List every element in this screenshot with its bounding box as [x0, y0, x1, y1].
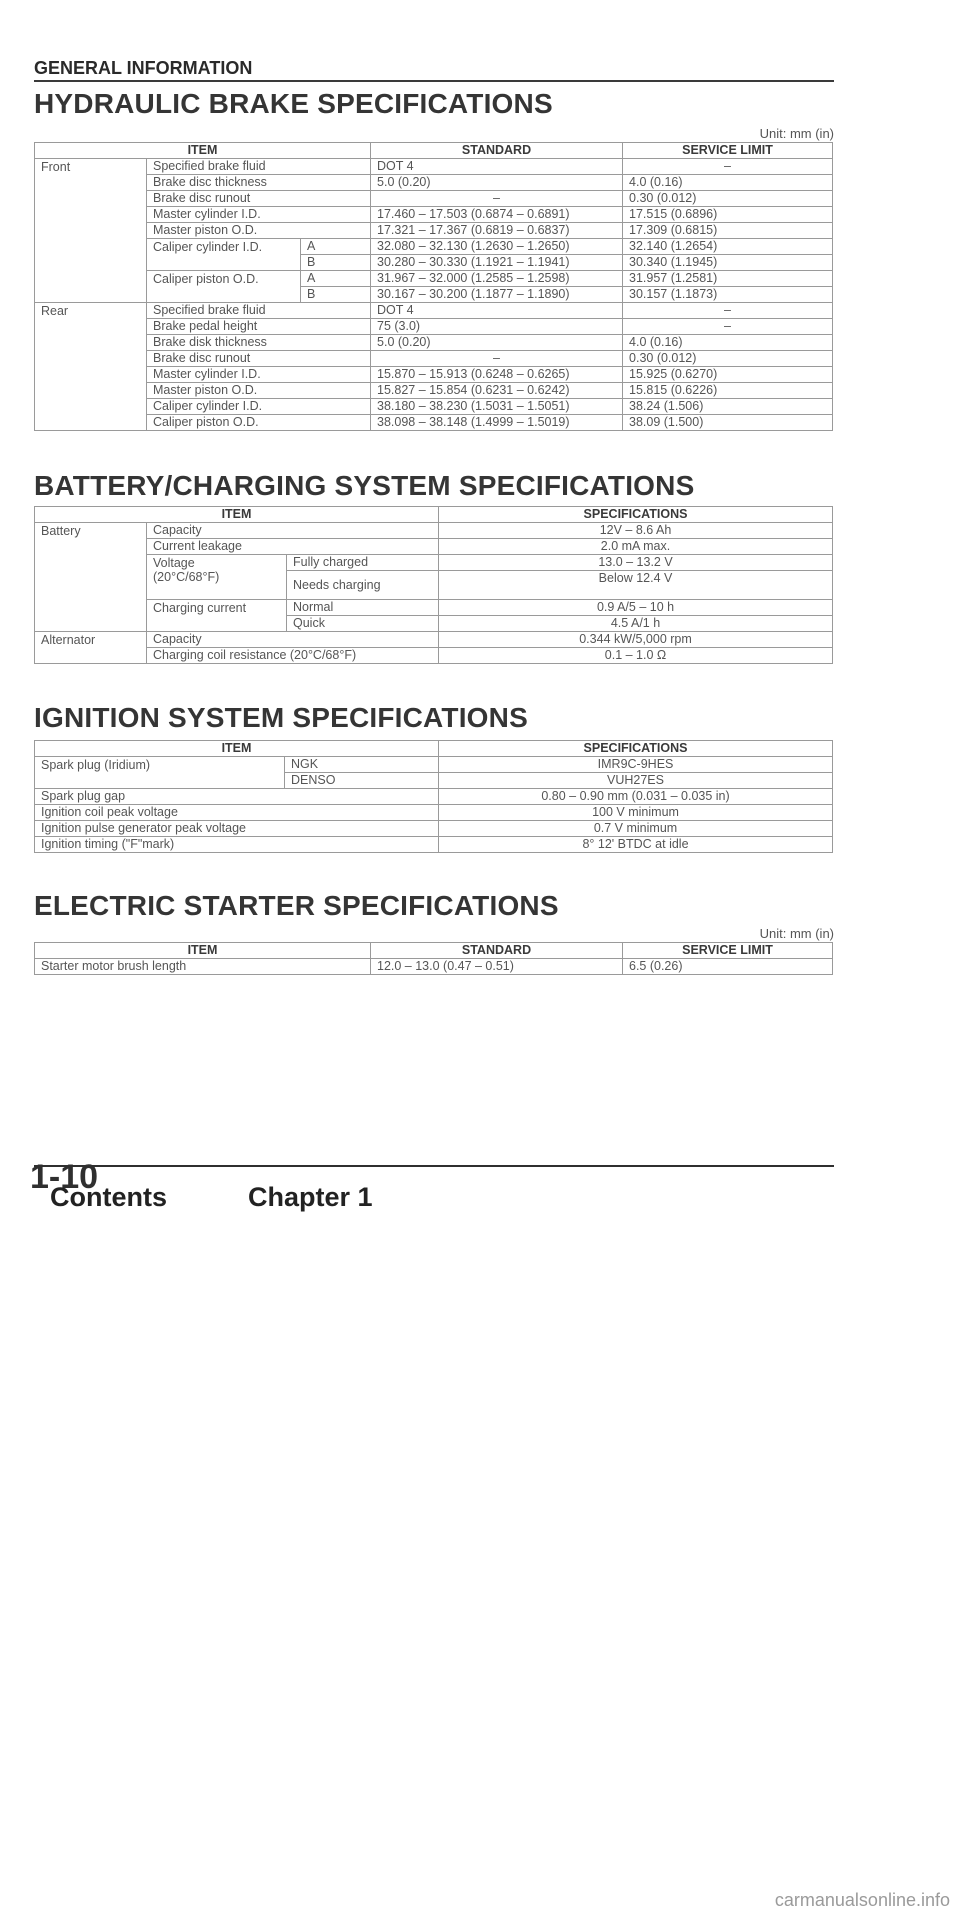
row-item: Current leakage — [147, 539, 439, 555]
row-spec: 100 V minimum — [439, 805, 833, 821]
row-sub: Fully charged — [287, 555, 439, 571]
row-item: Brake disc thickness — [147, 175, 371, 191]
row-item: Brake disc runout — [147, 351, 371, 367]
row-item: Ignition timing ("F"mark) — [35, 837, 439, 853]
table-row — [35, 805, 833, 821]
table-row — [35, 415, 833, 431]
row-spec: VUH27ES — [439, 773, 833, 789]
row-sub: DENSO — [285, 773, 439, 789]
row-limit: 17.515 (0.6896) — [623, 207, 833, 223]
table-row — [35, 821, 833, 837]
row-item: Specified brake fluid — [147, 303, 371, 319]
row-spec: 13.0 – 13.2 V — [439, 555, 833, 571]
starter-unit-note: Unit: mm (in) — [759, 926, 834, 941]
group-label-battery: Battery — [35, 523, 147, 632]
row-limit: 31.957 (1.2581) — [623, 271, 833, 287]
row-sub: A — [301, 271, 371, 287]
row-limit: 30.340 (1.1945) — [623, 255, 833, 271]
row-standard: 38.180 – 38.230 (1.5031 – 1.5051) — [371, 399, 623, 415]
row-limit: 38.09 (1.500) — [623, 415, 833, 431]
row-standard: 17.460 – 17.503 (0.6874 – 0.6891) — [371, 207, 623, 223]
table-row — [35, 223, 833, 239]
top-rule — [34, 80, 834, 82]
table-row — [35, 789, 833, 805]
watermark: carmanualsonline.info — [774, 1890, 950, 1910]
row-item: Charging current — [147, 600, 287, 632]
table-row — [35, 539, 833, 555]
chapter-heading: GENERAL INFORMATION — [34, 58, 253, 78]
page-number: 1-10 — [30, 1158, 99, 1196]
row-limit: 6.5 (0.26) — [623, 959, 833, 975]
table-header-row — [35, 507, 833, 523]
table-row — [35, 959, 833, 975]
row-sub: B — [301, 287, 371, 303]
table-row — [35, 383, 833, 399]
row-item: Caliper piston O.D. — [147, 415, 371, 431]
row-standard: 17.321 – 17.367 (0.6819 – 0.6837) — [371, 223, 623, 239]
table-row — [35, 335, 833, 351]
row-limit: 17.309 (0.6815) — [623, 223, 833, 239]
row-item: Spark plug (Iridium) — [35, 757, 285, 789]
table-row — [35, 367, 833, 383]
table-row — [35, 175, 833, 191]
row-item: Master piston O.D. — [147, 223, 371, 239]
row-sub: Needs charging — [287, 571, 439, 600]
header-specifications: SPECIFICATIONS — [439, 741, 833, 757]
row-item: Capacity — [147, 632, 439, 648]
table-row — [35, 207, 833, 223]
row-sub: Quick — [287, 616, 439, 632]
voltage-label: Voltage — [153, 556, 195, 570]
row-standard: 31.967 – 32.000 (1.2585 – 1.2598) — [371, 271, 623, 287]
bottom-rule — [34, 1165, 834, 1167]
group-label-rear: Rear — [35, 303, 147, 431]
row-spec: 12V – 8.6 Ah — [439, 523, 833, 539]
starter-spec-table — [34, 942, 833, 975]
row-spec: 0.80 – 0.90 mm (0.031 – 0.035 in) — [439, 789, 833, 805]
row-item: Master cylinder I.D. — [147, 367, 371, 383]
row-item: Specified brake fluid — [147, 159, 371, 175]
table-header-row — [35, 143, 833, 159]
row-item: Ignition coil peak voltage — [35, 805, 439, 821]
table-header-row — [35, 943, 833, 959]
row-item: Master cylinder I.D. — [147, 207, 371, 223]
table-row — [35, 600, 833, 616]
row-item: Master piston O.D. — [147, 383, 371, 399]
row-item: Starter motor brush length — [35, 959, 371, 975]
row-spec: 2.0 mA max. — [439, 539, 833, 555]
row-sub: Normal — [287, 600, 439, 616]
row-sub: B — [301, 255, 371, 271]
row-spec: IMR9C-9HES — [439, 757, 833, 773]
row-item: Capacity — [147, 523, 439, 539]
row-standard: 5.0 (0.20) — [371, 175, 623, 191]
table-row — [35, 303, 833, 319]
row-standard: DOT 4 — [371, 303, 623, 319]
header-item: ITEM — [35, 143, 371, 159]
table-row — [35, 351, 833, 367]
header-specifications: SPECIFICATIONS — [439, 507, 833, 523]
row-limit: 38.24 (1.506) — [623, 399, 833, 415]
table-row — [35, 399, 833, 415]
battery-section-title: BATTERY/CHARGING SYSTEM SPECIFICATIONS — [34, 470, 695, 501]
table-row — [35, 271, 833, 287]
row-standard: 75 (3.0) — [371, 319, 623, 335]
row-spec: 0.1 – 1.0 Ω — [439, 648, 833, 664]
row-item: Brake pedal height — [147, 319, 371, 335]
row-item: Brake disc runout — [147, 191, 371, 207]
ignition-spec-table — [34, 740, 833, 853]
row-limit: 30.157 (1.1873) — [623, 287, 833, 303]
row-item: Ignition pulse generator peak voltage — [35, 821, 439, 837]
brake-unit-note: Unit: mm (in) — [759, 126, 834, 141]
row-sub: NGK — [285, 757, 439, 773]
header-service-limit: SERVICE LIMIT — [623, 143, 833, 159]
row-standard: 15.870 – 15.913 (0.6248 – 0.6265) — [371, 367, 623, 383]
contents-link[interactable]: Contents — [50, 1182, 167, 1212]
row-limit: 32.140 (1.2654) — [623, 239, 833, 255]
table-row — [35, 239, 833, 255]
row-limit: 4.0 (0.16) — [623, 175, 833, 191]
table-row — [35, 191, 833, 207]
row-standard: 5.0 (0.20) — [371, 335, 623, 351]
row-item-voltage — [147, 555, 287, 600]
table-row — [35, 159, 833, 175]
chapter-1-link[interactable]: Chapter 1 — [248, 1182, 373, 1212]
header-item: ITEM — [35, 943, 371, 959]
row-limit: – — [623, 303, 833, 319]
header-service-limit: SERVICE LIMIT — [623, 943, 833, 959]
header-item: ITEM — [35, 507, 439, 523]
row-spec: 4.5 A/1 h — [439, 616, 833, 632]
brake-spec-table — [34, 142, 833, 431]
voltage-temperature: (20°C/68°F) — [153, 570, 220, 584]
row-item: Caliper piston O.D. — [147, 271, 301, 303]
row-item: Caliper cylinder I.D. — [147, 239, 301, 271]
table-row — [35, 319, 833, 335]
row-limit: – — [623, 159, 833, 175]
row-standard: – — [371, 351, 623, 367]
row-spec: Below 12.4 V — [439, 571, 833, 600]
row-limit: 0.30 (0.012) — [623, 351, 833, 367]
row-item: Spark plug gap — [35, 789, 439, 805]
group-label-alternator: Alternator — [35, 632, 147, 664]
row-limit: 15.925 (0.6270) — [623, 367, 833, 383]
ignition-section-title: IGNITION SYSTEM SPECIFICATIONS — [34, 702, 528, 733]
table-row — [35, 523, 833, 539]
table-row — [35, 632, 833, 648]
row-standard: 12.0 – 13.0 (0.47 – 0.51) — [371, 959, 623, 975]
battery-spec-table — [34, 506, 833, 664]
row-spec: 0.9 A/5 – 10 h — [439, 600, 833, 616]
header-standard: STANDARD — [371, 143, 623, 159]
row-standard: 30.167 – 30.200 (1.1877 – 1.1890) — [371, 287, 623, 303]
row-standard: 15.827 – 15.854 (0.6231 – 0.6242) — [371, 383, 623, 399]
row-item: Brake disk thickness — [147, 335, 371, 351]
row-spec: 0.344 kW/5,000 rpm — [439, 632, 833, 648]
table-row — [35, 837, 833, 853]
row-item: Charging coil resistance (20°C/68°F) — [147, 648, 439, 664]
header-standard: STANDARD — [371, 943, 623, 959]
row-standard: 38.098 – 38.148 (1.4999 – 1.5019) — [371, 415, 623, 431]
row-limit: 4.0 (0.16) — [623, 335, 833, 351]
row-standard: DOT 4 — [371, 159, 623, 175]
table-row — [35, 555, 833, 571]
table-row — [35, 757, 833, 773]
row-standard: 32.080 – 32.130 (1.2630 – 1.2650) — [371, 239, 623, 255]
table-header-row — [35, 741, 833, 757]
row-standard: – — [371, 191, 623, 207]
header-item: ITEM — [35, 741, 439, 757]
brake-section-title: HYDRAULIC BRAKE SPECIFICATIONS — [34, 88, 553, 119]
row-limit: – — [623, 319, 833, 335]
group-label-front: Front — [35, 159, 147, 303]
row-spec: 0.7 V minimum — [439, 821, 833, 837]
starter-section-title: ELECTRIC STARTER SPECIFICATIONS — [34, 890, 559, 921]
row-limit: 15.815 (0.6226) — [623, 383, 833, 399]
row-limit: 0.30 (0.012) — [623, 191, 833, 207]
row-sub: A — [301, 239, 371, 255]
row-spec: 8° 12' BTDC at idle — [439, 837, 833, 853]
row-item: Caliper cylinder I.D. — [147, 399, 371, 415]
row-standard: 30.280 – 30.330 (1.1921 – 1.1941) — [371, 255, 623, 271]
table-row — [35, 648, 833, 664]
